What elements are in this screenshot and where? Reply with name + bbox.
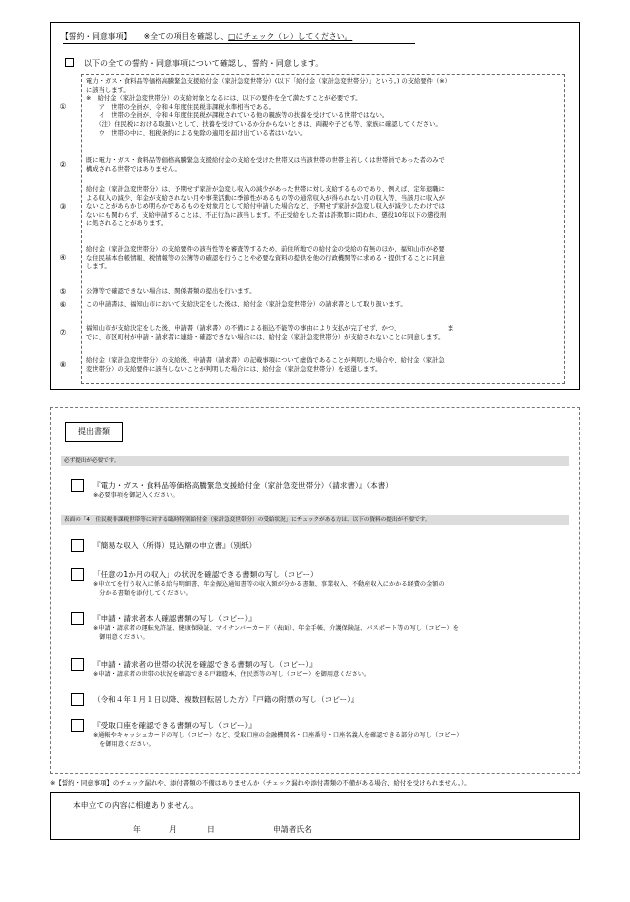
document-name: 『簡易な収入（所得）見込額の申立書』（別紙） bbox=[93, 541, 257, 550]
pledge-item-line: な住民基本台帳情報、税情報等の公簿等の確認を行うことや必要な資料の提供を他の行政機関等に求める・提供することに同意 bbox=[86, 254, 445, 262]
document-checkbox[interactable] bbox=[71, 719, 84, 732]
pledge-item-line: 給付金（家計急変世帯分）の支給後、申請書（請求書）の記載事項について虚偽であることが判明した場合や、給付金（家計急 bbox=[86, 357, 445, 364]
pledge-item-line: 公簿等で確認できない場合は、関係書類の提出を行います。 bbox=[86, 288, 256, 295]
pledge-item-line: ウ 世帯の中に、租税条約による免除の適用を届け出ている者はいない。 bbox=[86, 129, 307, 137]
document-description-line: ※必要事項を御記入ください。 bbox=[93, 492, 179, 499]
pledge-item-number: ③ bbox=[59, 202, 67, 211]
footnote: ※【誓約・同意事項】のチェック漏れや、添付書類の不備はありませんか（チェック漏れや添付書類の不備がある場合、給付を受けられません。）。 bbox=[50, 779, 471, 787]
document-description bbox=[93, 625, 573, 642]
document-checkbox[interactable] bbox=[71, 568, 84, 581]
pledge-item-text bbox=[86, 357, 556, 374]
pledge-item-line: 変世帯分）の支給要件に該当しないことが判明した場合には、給付金（家計急変世帯分）を返還します。 bbox=[86, 365, 382, 373]
document-description-line: を御用意ください。 bbox=[93, 740, 155, 748]
pledge-item-line: 給付金（家計急変世帯分）の支給要件の該当性等を審査等するため、前住所地での給付金の受給の有無のほか、福知山市が必要 bbox=[86, 246, 445, 253]
document-checkbox[interactable] bbox=[71, 693, 84, 706]
document-name: （令和４年１月１日以降、複数回転居した方）『戸籍の附票の写し（コピー）』 bbox=[93, 695, 359, 704]
pledge-item-number: ⑥ bbox=[59, 300, 67, 309]
pledge-item-text bbox=[86, 78, 556, 138]
confirmation-statement: 本申立ての内容に相違ありません。 bbox=[73, 801, 199, 810]
confirmation-box bbox=[50, 792, 580, 840]
pledge-header bbox=[61, 31, 352, 42]
pledge-item-line: ないにも関わらず、支給申請することは、不正行為に該当します。不正受給をした者は詐欺罪に問われ、懲役10年以下の懲役刑 bbox=[86, 211, 447, 219]
pledge-title: 【誓約・同意事項】 bbox=[61, 32, 132, 41]
pledge-agree-label: 以下の全ての誓約・同意事項について確認し、誓約・同意します。 bbox=[84, 59, 324, 68]
pledge-item-line: ないことがあらかじめ明らかであるものを対象月として給付申請した場合など、予期せず家計が急変し収入が減少したわけでは bbox=[86, 203, 445, 211]
applicant-name-label: 申請者氏名 bbox=[273, 825, 312, 834]
document-description-line: ※申立てを行う収入に係る給与明細書、年金振込通知書等の収入額が分かる書類、事業収入、不動産収入にかかる経費の金額の bbox=[93, 581, 445, 588]
documents-title: 提出書類 bbox=[65, 422, 123, 442]
document-checkbox[interactable] bbox=[71, 479, 84, 492]
pledge-item-line: でに、市区町村が申請・請求者に連絡・確認できない場合には、給付金（家計急変世帯分）が支給されないことに同意します。 bbox=[86, 333, 445, 341]
pledge-item-number: ④ bbox=[59, 253, 67, 262]
document-description bbox=[93, 492, 573, 501]
document-checkbox[interactable] bbox=[71, 658, 84, 671]
pledge-item-line: 構成される世帯ではありません。 bbox=[86, 165, 181, 173]
pledge-item-line: この申請書は、福知山市において支給決定をした後は、給付金（家計急変世帯分）の請求書として取り扱います。 bbox=[86, 301, 407, 308]
date-year-label: 年 bbox=[133, 825, 141, 834]
pledge-item-text bbox=[86, 246, 556, 272]
pledge-item-line: 福知山市が支給決定をした後、申請書（請求書）の不備による振込不能等の事由により支払が完了せず、かつ、 ま bbox=[86, 325, 454, 332]
pledge-item-text bbox=[86, 186, 556, 229]
pledge-item-number: ⑧ bbox=[59, 360, 67, 369]
document-checkbox[interactable] bbox=[71, 612, 84, 625]
document-description bbox=[93, 671, 573, 680]
documents-section bbox=[50, 407, 580, 774]
date-month-label: 月 bbox=[169, 825, 177, 834]
pledge-item-number: ① bbox=[59, 102, 67, 111]
pledge-section bbox=[50, 22, 580, 390]
document-description bbox=[93, 732, 573, 749]
document-name: 『申請・請求者本人確認書類の写し（コピー）』 bbox=[93, 614, 256, 623]
pledge-item-text bbox=[86, 157, 556, 174]
pledge-item-number: ② bbox=[59, 160, 67, 169]
conditional-band: 表面の「4 住民税非課税世帯等に対する臨時特別給付金（家計急変世帯分）の受給状況」にチェックがある方は、以下の資料の提出が不要です。 bbox=[61, 515, 569, 525]
pledge-item-text bbox=[86, 325, 556, 342]
pledge-note-underlined: □にチェック（レ）してください。 bbox=[228, 32, 353, 41]
pledge-item-number: ⑤ bbox=[59, 287, 67, 296]
pledge-item-number: ⑦ bbox=[59, 328, 67, 337]
document-description bbox=[93, 581, 573, 598]
pledge-item-line: 電力・ガス・食料品等価格高騰緊急支援給付金（家計急変世帯分）(以下「給付金（家計急変世帯分）」という。) の支給要件（※） bbox=[86, 78, 451, 85]
pledge-item-text bbox=[86, 288, 556, 297]
pledge-item-line: します。 bbox=[86, 263, 111, 271]
pledge-item-line: に処されることがあります。 bbox=[86, 220, 168, 228]
document-name: 『受取口座を確認できる書類の写し（コピー）』 bbox=[93, 721, 256, 730]
pledge-item-line: （注）住民税における取扱いとして、扶養を受けているか分からないときは、両親や子ども等、家族に確認してください。 bbox=[86, 120, 442, 128]
document-description-line: ※通帳やキャッシュカードの写し（コピー）など、受取口座の金融機関名・口座番号・口座名義人を確認できる部分の写し（コピー） bbox=[93, 732, 463, 739]
pledge-item-line: よる収入の減少、年金が支給されない月や事業活動に季節性があるもの等の通常収入が得られない月の収入等、当該月に収入が bbox=[86, 194, 445, 202]
document-description-line: ※申請・請求者の運転免許証、健康保険証、マイナンバーカード（表面）、年金手帳、介護保険証、パスポート等の写し（コピー）を bbox=[93, 625, 459, 632]
pledge-item-line: イ 世帯の全員が、令和４年度住民税が課税されている他の親族等の扶養を受けている世帯ではない。 bbox=[86, 112, 389, 120]
pledge-item-line: ア 世帯の全員が、令和４年度住民税非課税水準相当である。 bbox=[86, 103, 275, 111]
pledge-item-text bbox=[86, 301, 556, 310]
header-underline bbox=[63, 43, 415, 44]
document-description-line: 分かる書類を添付してください。 bbox=[93, 589, 192, 597]
document-description-line: ※申請・請求者の世帯の状況を確認できる戸籍謄本、住民票等の写し（コピー）を御用意ください。 bbox=[93, 671, 371, 678]
required-band: 必ず提出が必要です。 bbox=[61, 456, 569, 466]
pledge-agree-row[interactable] bbox=[65, 58, 323, 69]
pledge-item-line: 給付金（家計急変世帯分）は、予期せず家計が急変し収入の減少があった世帯に対し支給するものであり、例えば、定年退職に bbox=[86, 186, 445, 193]
document-name: 『電力・ガス・食料品等価格高騰緊急支援給付金（家計急変世帯分）（請求書）』（本書） bbox=[93, 481, 393, 490]
document-name: 「任意の1か月の収入」の状況を確認できる書類の写し（コピー） bbox=[93, 570, 318, 579]
pledge-item-line: ※ 給付金（家計急変世帯分）の支給対象となるには、以下の要件を全て満たすことが必要です。 bbox=[86, 95, 362, 103]
pledge-note: ※全ての項目を確認し、 bbox=[143, 32, 229, 41]
pledge-agree-checkbox[interactable] bbox=[65, 58, 74, 67]
pledge-item-line: 既に電力・ガス・食料品等価格高騰緊急支援給付金の支給を受けた世帯又は当該世帯の世帯主若しくは世帯員であった者のみで bbox=[86, 157, 445, 164]
pledge-item-line: に該当します。 bbox=[86, 86, 130, 94]
document-name: 『申請・請求者の世帯の状況を確認できる書類の写し（コピー）』 bbox=[93, 660, 317, 669]
pledge-items-box bbox=[59, 74, 565, 384]
document-description-line: 御用意ください。 bbox=[93, 633, 149, 641]
date-day-label: 日 bbox=[207, 825, 215, 834]
document-checkbox[interactable] bbox=[71, 539, 84, 552]
